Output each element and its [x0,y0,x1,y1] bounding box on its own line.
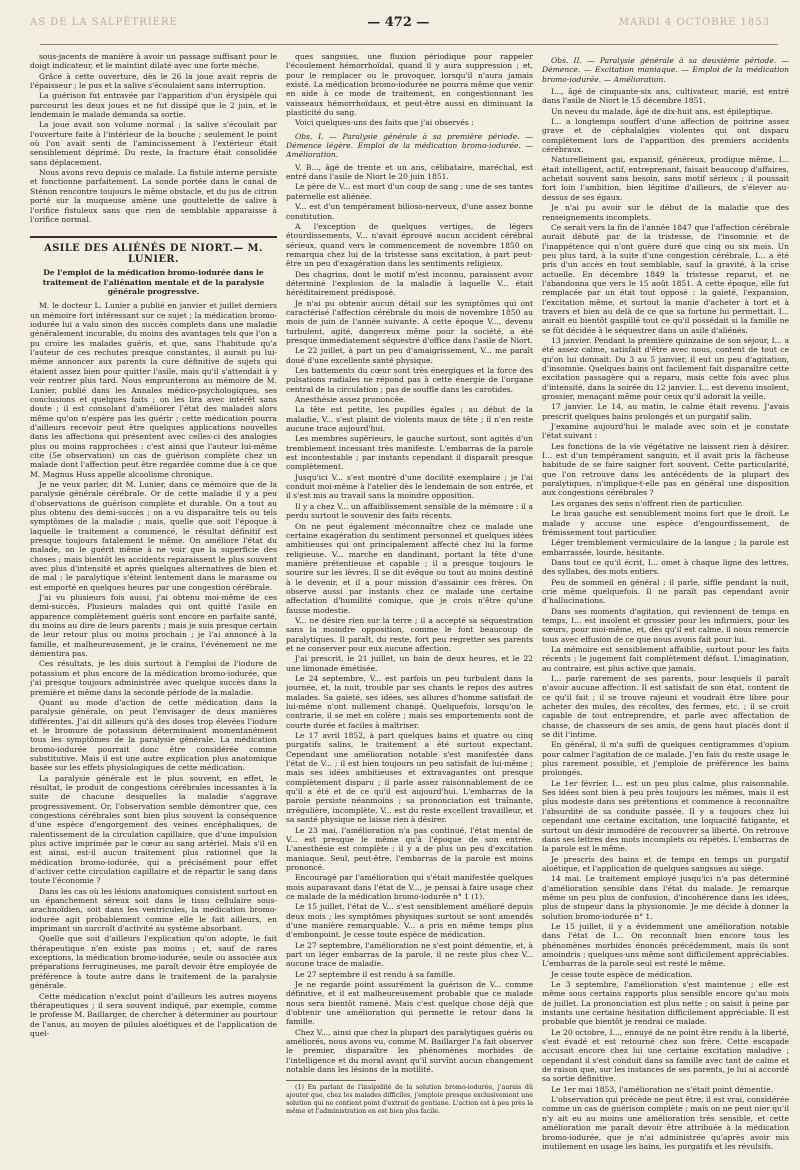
paragraph: Le 3 septembre, l'amélioration s'est maintenue ; elle est même sous certains rapports plus sensible encore qu'au mois de juillet. La prononciation est plus nette ; on saisit à peine par instants une certaine hésitation difficilement appréciable. Il est probable que bientôt je rendrai ce malade. [542,980,789,1027]
page-header [0,0,800,44]
paragraph: 17 janvier. Le 14, au matin, le calme était revenu. J'avais prescrit quelques bains prolongés et un purgatif salin. [542,402,789,421]
paragraph: Le 15 juillet, l'état de V... s'est sensiblement amélioré depuis deux mois ; les symptômes physiques surtout se sont amendés d'une manière remarquable. V... a pris en même temps plus d'embonpoint. Je cesse toute espèce de médication. [286,902,533,940]
section-header [30,236,277,265]
paragraph: Je n'ai pu obtenir aucun détail sur les symptômes qui ont caractérisé l'affection cérébrale du mois de novembre 1850 au mois de juin de l'année suivante. A cette époque V..., devenu turbulent, agité, dangereux même pour la société, a été presque immédiatement séquestré d'office dans l'asile de Niort. [286,298,533,345]
paragraph: Le 24 septembre, V... est parfois un peu turbulent dans la journée, et, la nuit, trouble par ses chants le repos des autres malades. Sa gaieté, ses idées, ses allures d'homme satisfait de lui-même n'ont nullement changé. Quelquefois, lorsqu'on le contrarie, il se met en colère ; mais ses emportements sont de courte durée et faciles à maîtriser. [286,674,533,730]
header-left-text: AS DE LA SALPÊTRIÈRE [30,16,178,28]
paragraph: La paralysie générale est le plus souvent, en effet, le résultat, le produit de congestions cérébrales incessantes à la suite de chacune desquelles la maladie s'aggrave progressivement. Or, l'observation semble démontrer que, ces congestions cérébrales sont bien plus souvent la conséquence d'une espèce d'engorgement des veines encéphaliques, de ralentissement de la circulation capillaire, que d'une impulsion plus active imprimée par le cœur au sang artériel. Mais s'il en est ainsi, est-il aucun traitement plus rationnel que la médication bromo-iodurée, qui a précisément pour effet d'activer cette circulation capillaire et de répartir le sang dans toute l'économie ? [30,773,277,886]
paragraph: Cette médication n'exclut point d'ailleurs les autres moyens thérapeutiques ; il sera souvent indiqué, par exemple, comme le professe M. Baillarger, de chercher à déterminer au pourtour de l'anus, au moyen de pilules aloétiques et de l'application de quel- [30,991,277,1038]
paragraph: Le 27 septembre il est rendu à sa famille. [295,969,456,979]
paragraph: En général, il m'a suffi de quelques centigrammes d'opium pour calmer l'agitation de ce malade. J'en fais du reste usage le plus rarement possible, et j'emploie de préférence les bains prolongés. [542,740,789,778]
paragraph: Quant au mode d'action de cette médication dans la paralysie générale, on peut l'envisager de deux manières différentes. J'ai dit ailleurs qu'à des doses trop élevées l'iodure et le bromure de potassium déterminaient momentanément tous les symptômes de la paralysie générale. La médication bromo-iodurée pourrait donc être considérée comme substitutive. Mais il est une autre explication plus anatomique basée sur les effets physiologiques de cette médication. [30,697,277,773]
paragraph: La tête est petite, les pupilles égales ; au début de la maladie, V... s'est plaint de violents maux de tête ; il n'en reste aucune trace aujourd'hui. [286,405,533,434]
paragraph: I..., âgé de cinquante-six ans, cultivateur, marié, est entré dans l'asile de Niort le 15 décembre 1851. [542,87,789,106]
paragraph: J'ai vu plusieurs fois aussi, j'ai obtenu moi-même de ces demi-succès. Plusieurs malades qui ont quitté l'asile en apparence complètement guéris sont encore en parfaite santé, du moins au dire de leurs parents ; mais je suis presque certain de leur retour plus ou moins prochain ; je l'ai annoncé à la famille, et malheureusement, je le crains, l'événement ne me démentira pas. [30,593,277,659]
paragraph: Peu de sommeil en général ; il parle, siffle pendant la nuit, crie même quelquefois. Il ne paraît pas cependant avoir d'hallucinations. [542,577,789,606]
header-right-text: MARDI 4 OCTOBRE 1853 [618,16,770,28]
paragraph: V. B..., âgé de trente et un ans, célibataire, maréchal, est entré dans l'asile de Niort le 20 juin 1851. [286,162,533,182]
paragraph: Il y a chez V... un affaiblissement sensible de la mémoire : il a perdu surtout le souvenir des faits récents. [286,501,533,521]
paragraph: Je cesse toute espèce de médication. [551,969,693,979]
paragraph: Grâce à cette ouverture, dès le 26 la joue avait repris de l'épaisseur ; le pus et la salive s'écoulaient sans interruption. [30,71,277,91]
paragraph: Les membres supérieurs, le gauche surtout, sont agités d'un tremblement incessant très manifeste. L'embarras de la parole est incontestable ; par instants cependant il disparaît presque complètement. [286,434,533,472]
paragraph: V... ne désire rien sur la terre ; il a accepté sa séquestration sans la moindre opposition, comme le font beaucoup de paralytiques. Il paraît, du reste, fort peu regretter ses parents et ne conserver pour eux aucune affection. [286,615,533,653]
paragraph: 13 janvier. Pendant la première quinzaine de son séjour, I... a été assez calme, satisfait d'être avec nous, content de tout ce qu'on lui donnait. Du 3 au 5 janvier, il eut un peu d'agitation, d'insomnie. Quelques bains ont facilement fait disparaître cette excitation passagère qui a reparu, mais cette fois avec plus d'intensité, dans la soirée du 12 janvier. I... est devenu insolent, grossier, menaçant même pour ceux qu'il adorait la veille. [542,335,789,402]
paragraph: Jusqu'ici V... s'est montré d'une docilité exemplaire ; je l'ai conduit moi-même à l'atelier dès le lendemain de son entrée, et il s'est mis au travail sans la moindre opposition. [286,472,533,501]
column-2 [286,52,533,1160]
paragraph: Le 1er février, I... est un peu plus calme, plus raisonnable. Ses idées sont bien à peu près toujours les mêmes, mais il est plus modeste dans ses prétentions et commence à reconnaître l'absurdité de sa conduite passée. Il y a toujours chez lui cependant une certaine excitation, une loquacité fatigante, et surtout un désir immodéré de recouvrer sa liberté. On retrouve dans ses lettres des mots incomplets ou répétés. L'embarras de la parole est le même. [542,778,789,854]
paragraph: Léger tremblement vermiculaire de la langue ; la parole est embarrassée, lourde, hésitante. [542,538,789,557]
paragraph: A l'exception de quelques vertiges, de légers étourdissements, V... n'avait éprouvé aucun accident cérébral sérieux, quand vers le commencement de novembre 1850 on remarqua chez lui de la tristesse sans excitation, à part peut-être un peu d'exagération dans les sentiments religieux. [286,221,533,269]
paragraph: Dans tout ce qu'il écrit, I... omet à chaque ligne des lettres, des syllabes, des mots entiers. [542,557,789,577]
paragraph: Le 17 avril 1852, à part quelques bains et quatre ou cinq purgatifs salins, le traitement a été surtout expectant. Cependant une amélioration notable s'est manifestée dans l'état de V... ; il est bien toujours un peu satisfait de lui-même ; mais ses idées ambitieuses et extravagantes ont presque complètement disparu ; il parle assez raisonnablement de ce qu'il a été et de ce qu'il est aujourd'hui. L'embarras de la parole persiste néanmoins ; sa prononciation est traînante, irrégulière, incomplète. V... est du reste excellent travailleur, et sa santé physique ne laisse rien à désirer. [286,731,533,825]
observation-1-title: Obs. I. — Paralysie générale à sa première période. — Démence légère. Emploi de la médication bromo-iodurée. — Amélioration. [286,131,533,160]
paragraph: Voici quelques-uns des faits que j'ai observés : [295,118,474,128]
paragraph: Les fonctions de la vie végétative ne laissent rien à désirer. I... est d'un tempérament sanguin, et il avait pris la fâcheuse habitude de se faire saigner fort souvent. Cette particularité, que l'on retrouve dans les antécédents de la plupart des paralytiques, n'implique-t-elle pas en général une disposition aux congestions cérébrales ? [542,441,789,498]
paragraph: Les organes des sens n'offrent rien de particulier. [551,498,743,508]
page-number: — 472 — [367,14,430,30]
footnote-rule [286,1080,376,1081]
paragraph: sous-jacents de manière à avoir un passage suffisant pour le doigt indicateur, et le maintint dilaté avec une forte mèche. [30,52,277,71]
paragraph: Je ne veux parler, dit M. Lunier, dans ce mémoire que de la paralysie générale cérébrale. Or de cette maladie il y a peu d'observations de guérison complète et durable. On a tout au plus obtenu des demi-succès ; on a vu disparaître tels ou tels symptômes de la maladie ; mais, quelle que soit l'époque à laquelle le traitement a commencé, le résultat définitif est presque toujours fatalement le même. On améliore l'état du malade, on le guérit même à ne voir que la superficie des choses ; mais bientôt les accidents reparaissent le plus souvent avec plus d'intensité et après quelques alternatives de bien et de mal ; le paralytique s'éteint lentement dans le marasme ou est emporté en quelques heures par une congestion cérébrale. [30,479,277,592]
paragraph: Dans ses moments d'agitation, qui reviennent de temps en temps, I... est insolent et grossier pour les infirmiers, pour les sœurs, pour moi-même, et, dès qu'il est calme, il nous remercie tous avec effusion de ce que nous avons fait pour lui. [542,606,789,644]
paragraph: I... parle rarement de ses parents, pour lesquels il paraît n'avoir aucune affection. Il est satisfait de son état, content de ce qu'il fait ; il se trouve rajeuni et voudrait être libre pour acheter des mules, des récoltes, des fermes, etc. ; il se croit capable de tout entreprendre, et parle avec affectation de chasse, de chasseurs de ses amis, de gens haut placés dont il se dit l'intime. [542,674,789,740]
paragraph: Naturellement gai, expansif, généreux, prodigue même, I... était intelligent, actif, entreprenant, faisait beaucoup d'affaires, achetait souvent sans besoin, sans motif sérieux ; il poussait fort loin l'ambition, bien légitime d'ailleurs, de s'élever au-dessus de ses égaux. [542,155,789,202]
paragraph: I... a longtemps souffert d'une affection de poitrine assez grave et de céphalalgies violentes qui ont disparu complètement lors de l'apparition des premiers accidents cérébraux. [542,117,789,155]
paragraph: Ce serait vers la fin de l'année 1847 que l'affection cérébrale aurait débuté par de la tristesse, de l'insomnie et de l'inappétence qui n'ont guère duré que cinq ou six mois. Un peu plus tard, à la suite d'une congestion cérébrale, I... a été pris d'un accès en tout semblable, sauf la gravité, à la crise actuelle. En décembre 1849 la tristesse reparut, et ne l'abandonna que vers le 15 août 1851. A cette époque, elle fut remplacée par un état tout opposé : la gaieté, l'expansion, l'excitation même, et surtout la manie d'acheter à tort et à travers et bien au delà de ce que sa fortune lui permettait. I... aurait eu bientôt gaspillé tout ce qu'il possédait si la famille ne se fût décidée à le séquestrer dans un asile d'aliénés. [542,222,789,335]
header-rule [40,44,778,45]
paragraph: La joue avait son volume normal ; la salive s'écoulait par l'ouverture faite à l'intérieur de la bouche ; seulement le point où l'on avait senti de l'amincissement à l'extérieur était sensiblement déprimé. Du reste, la fracture était consolidée sans déplacement. [30,120,277,167]
paragraph: La mémoire est sensiblement affaiblie, surtout pour les faits récents ; le jugement fait complètement défaut. L'imagination, au contraire, est plus active que jamais. [542,644,789,673]
text-columns [30,52,790,1160]
paragraph: Chez V..., ainsi que chez la plupart des paralytiques guéris ou améliorés, nous avons vu, comme M. Baillarger l'a fait observer le premier, disparaître les phénomènes morbides de l'intelligence et du moral avant qu'il survînt aucun changement notable dans les lésions de la motilité. [286,1027,533,1075]
paragraph: Quelle que soit d'ailleurs l'explication qu'on adopte, le fait thérapeutique n'en existe pas moins ; et, sauf de rares exceptions, la médication bromo-iodurée, seule ou associée aux préparations ferrugineuses, me paraît devoir être employée de préférence à toute autre dans le traitement de la paralysie générale. [30,934,277,991]
footnote: (1) En parlant de l'insipidité de la solution bromo-iodurée, j'aurais dû ajouter que, chez les malades difficiles, j'emploie presque exclusivement une solution qui ne contient point d'extrait de gentiane. L'action est à peu près la même et l'administration en est bien plus facile. [286,1084,533,1115]
paragraph: Ces résultats, je les dois surtout à l'emploi de l'iodure de potassium et plus encore de la médication bromo-iodurée, que j'ai presque toujours administrée avec quelque succès dans la première et même dans la seconde période de la maladie. [30,659,277,697]
column-1 [30,52,277,1160]
paragraph: Les battements du cœur sont très énergiques et la force des pulsations radiales ne répond pas à cette énergie de l'organe central de la circulation ; pas de souffle dans les carotides. [286,366,533,394]
paragraph: J'examine aujourd'hui le malade avec soin et je constate l'état suivant : [542,422,789,441]
paragraph: M. le docteur L. Lunier a publié en janvier et juillet derniers un mémoire fort intéressant sur ce sujet ; la médication bromo-iodurée lui a valu sinon des succès complets dans une maladie généralement incurable, du moins des avantages tels que l'on a pu croire les malades guéris, et que, sans l'habitude qu'a l'auteur de ces rechutes presque constantes, il aurait pu lui-même annoncer aux parents la cure définitive de sujets qui étaient assez bien pour quitter l'asile, mais qu'il s'attendait à y voir rentrer plus tard. Nous emprunterons au mémoire de M. Lunier, publié dans les Annales médico-psychologiques, ses conclusions et quelques faits ; on les lira avec intérêt sans doute ; il est consolant d'améliorer l'état des malades alors même qu'on n'espère pas les guérir ; cette médication pourra d'ailleurs recevoir peut être quelques applications nouvelles dans les affections qui présentent avec celles-ci des analogies plus ou moins rapprochées : c'est ainsi que l'auteur lui-même cite (5e observation) un cas de guérison complète chez un malade dont l'affection peut être regardée comme due à ce que M. Magnus Huss appelle alcoolisme chronique. [30,301,277,479]
section-title: ASILE DES ALIÉNÉS DE NIORT.— M. LUNIER. [44,243,263,266]
paragraph: Le bras gauche est sensiblement moins fort que le droit. Le malade y accuse une espèce d'engourdissement, de frémissement tout particulier. [542,509,789,537]
paragraph: Le père de V... est mort d'un coup de sang ; une de ses tantes paternelle est aliénée. [286,182,533,201]
paragraph: Je prescris des bains et de temps en temps un purgatif aloétique, et l'application de quelques sangsues au siège. [542,854,789,873]
paragraph: V... est d'un tempérament bilioso-nerveux, d'une assez bonne constitution. [286,202,533,221]
paragraph: Nous avons revu depuis ce malade. La fistule interne persiste et fonctionne parfaitement. La sonde portée dans le canal de Sténon rencontre toujours le même obstacle, et du jus de citron porté sur la muqueuse amène une gouttelette de salive à l'orifice fistuleux sans que rien de semblable apparaisse à l'orifice normal. [30,168,277,224]
paragraph: Le 20 octobre, I..., ennuyé de ne point être rendu à la liberté, s'est évadé et est retourné chez son frère. Cette escapade accusait encore chez lui une certaine excitation maladive ; cependant il s'est conduit dans sa famille avec tant de calme et de raison que, sur les instances de ses parents, je lui ai accordé sa sortie définitive. [542,1027,789,1084]
paragraph: Un neveu du malade, âgé de dix-huit ans, est épileptique. [551,106,773,116]
paragraph: 14 mai. Le traitement employé jusqu'ici n'a pas déterminé d'amélioration sensible dans l'état du malade. Je remarque même un peu plus de confusion, d'incohérence dans les idées, plus de stupeur dans la physionomie. Je me décide à donner la solution bromo-iodurée n° 1. [542,874,789,921]
paragraph: J'ai prescrit, le 21 juillet, un bain de deux heures, et le 22 une limonade émétisée. [286,654,533,673]
paragraph: La guérison fut entravée par l'apparition d'un érysipèle qui parcourut les deux joues et ne fut dissipé que le 2 juin, et le lendemain le malade demanda sa sortie. [30,91,277,120]
paragraph: Le 22 juillet, à part un peu d'amaigrissement, V... me paraît doué d'une excellente santé physique. [286,346,533,365]
paragraph: Anesthésie assez prononcée. [295,395,406,405]
observation-2-title: Obs. II. — Paralysie générale à sa deuxième période. — Démence. — Excitation maniaque. — Emploi de la médication bromo-iodurée. — Amélioration. [542,56,789,84]
paragraph: Encouragé par l'amélioration qui s'était manifestée quelques mois auparavant dans l'état de V..., je pensai à faire usage chez ce malade de la médication bromo-iodurée n° 1 (1). [286,873,533,901]
section-subtitle: De l'emploi de la médication bromo-iodurée dans le traitement de l'aliénation mentale et de la paralysie générale progressive. [42,268,265,296]
paragraph: Le 1er mai 1853, l'amélioration ne s'était point démentie. [551,1084,774,1094]
paragraph: Des chagrins, dont le motif m'est inconnu, paraissent avoir déterminé l'explosion de la maladie à laquelle V... était héréditairement prédisposé. [286,269,533,298]
paragraph: Je ne regarde point assurément la guérison de V... comme définitive, et il est malheureusement probable que ce malade nous sera bientôt ramené. Mais c'est quelque chose déjà que d'obtenir une amélioration qui permette le retour dans la famille. [286,980,533,1027]
paragraph: Le 23 mai, l'amélioration n'a pas continué, l'état mental de V... est presque le même qu'à l'époque de son entrée. L'anesthésie est complète ; il y a de plus un peu d'excitation maniaque. Seul, peut-être, l'embarras de la parole est moins prononcé. [286,825,533,872]
paragraph: Je n'ai pu avoir sur le début de la maladie que des renseignements incomplets. [542,203,789,222]
paragraph: On ne peut également méconnaître chez ce malade une certaine exagération du sentiment personnel et quelques idées ambitieuses qui ont principalement affecté chez lui la forme religieuse. V... marche en dandinant, portant la tête d'une manière prétentieuse et capable ; il a presque toujours le sourire sur les lèvres. Il se dit évêque ou tout au moins destiné à le devenir, et il a pour mission d'assainir ces frères. On observe aussi par instants chez ce malade une certaine affectation d'humilité comique, que je crois n'être qu'une fausse modestie. [286,521,533,615]
paragraph: Le 15 juillet, il y a évidemment une amélioration notable dans l'état de I... On reconnaît bien encore tous les phénomènes morbides énoncés précédemment, mais ils sont amoindris ; quelques-uns même sont difficilement appréciables. L'embarras de la parole seul est resté le même. [542,921,789,969]
paragraph: Le 27 septembre, l'amélioration ne s'est point démentie, et, à part un léger embarras de la parole, il ne reste plus chez V... aucune trace de maladie. [286,940,533,969]
column-3 [542,52,789,1160]
paragraph: L'observation qui précède ne peut être, il est vrai, considérée comme un cas de guérison complète ; mais on ne peut nier qu'il n'y ait eu au moins une amélioration très sensible, et cette amélioration me paraît devoir être attribuée à la médication bromo-iodurée, que je n'ai administrée qu'après avoir mis inutilement en usage les bains, les purgatifs et les révulsifs. [542,1095,789,1151]
paragraph: Dans les cas où les lésions anatomiques consistent surtout en un épanchement séreux soit dans le tissu cellulaire sous-arachnoïdien, soit dans les ventricules, la médication bromo-iodurée agit probablement comme elle le fait ailleurs, en imprimant un surcroît d'activité au système absorbant. [30,886,277,934]
paragraph: ques sangsues, une fluxion périodique pour rappeler l'écoulement hémorrhoïdal, quand il y aura suppression ; et, pour le remplacer ou le provoquer, lorsqu'il n'aura jamais existé. La médication bromo-iodurée ne pourra même que venir en aide à ce mode de traitement, en congestionnant les vaisseaux hémorrhoïdaux, et peut-être aussi en diminuant la plasticité du sang. [286,52,533,118]
